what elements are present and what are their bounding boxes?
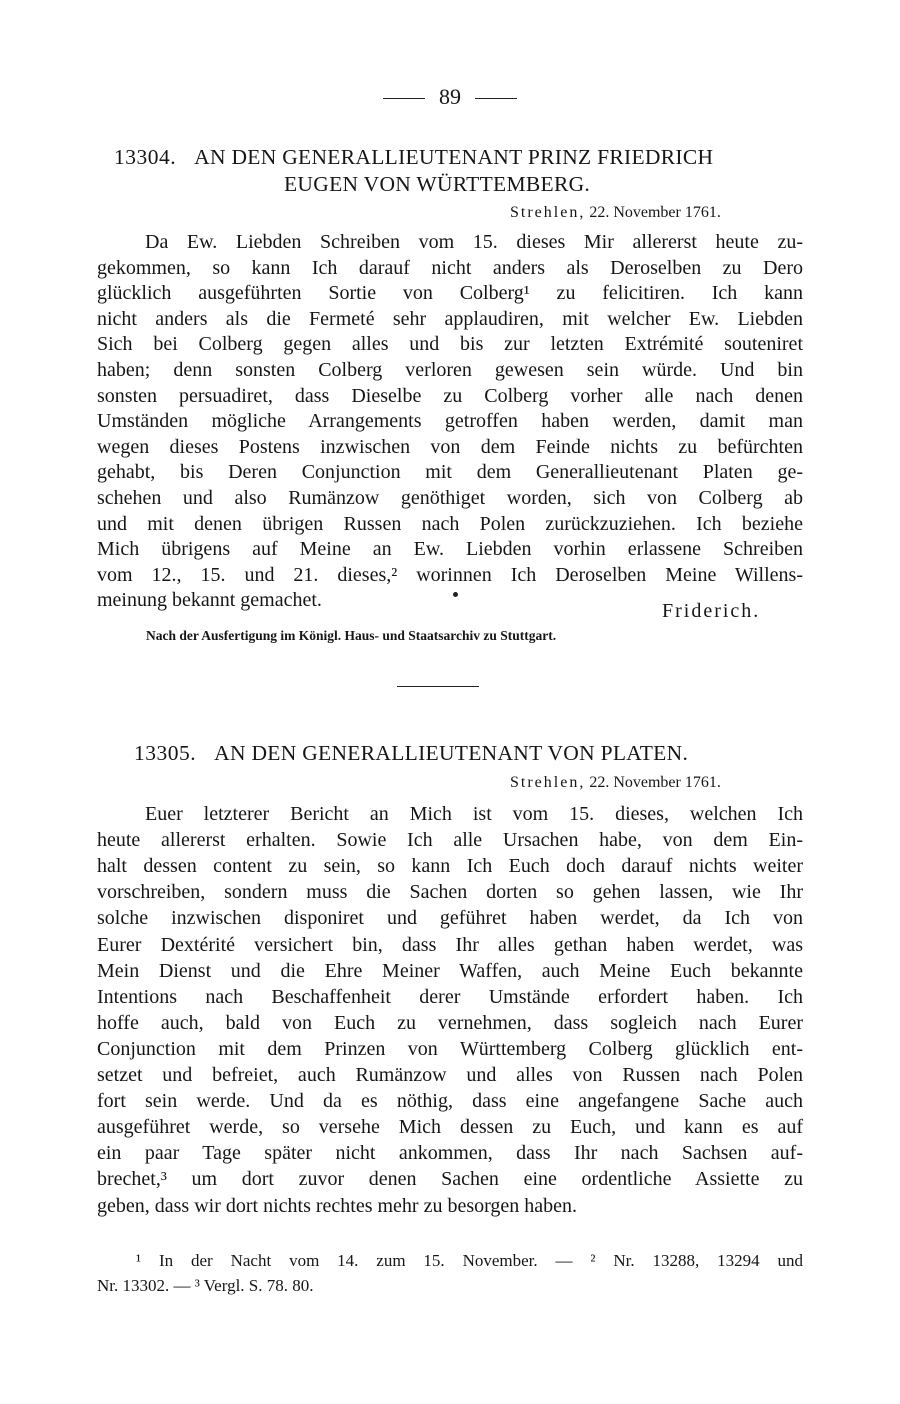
body-line: und mit denen übrigen Russen nach Polen zurückzuziehen. Ich beziehe	[97, 512, 803, 535]
letter-1-dateline	[510, 204, 721, 222]
letter-1-signature: Friderich.	[662, 600, 761, 622]
letter-2-number: 13305.	[134, 741, 197, 765]
header-rule-left	[383, 98, 425, 99]
body-line: halt dessen content zu sein, so kann Ich Euch doch darauf nichts weiter	[97, 855, 803, 878]
letter-1-place: Strehlen,	[510, 204, 586, 221]
letter-1-date: 22. November 1761.	[589, 204, 721, 221]
letter-1-title-line1: AN DEN GENERALLIEUTENANT PRINZ FRIEDRICH	[194, 145, 714, 169]
body-line: geben, dass wir dort nichts rechtes mehr zu besorgen haben.	[97, 1194, 578, 1217]
body-line: gekommen, so kann Ich darauf nicht anders als Deroselben zu Dero	[97, 256, 803, 279]
body-line: Umständen mögliche Arrangements getroffen haben werden, damit man	[97, 410, 803, 433]
page-number: 89	[439, 84, 461, 109]
body-line: Conjunction mit dem Prinzen von Württemberg Colberg glücklich ent-	[97, 1037, 803, 1060]
body-line: Euer letzterer Bericht an Mich ist vom 15. dieses, welchen Ich	[145, 803, 803, 825]
letter-2-place: Strehlen,	[510, 774, 586, 791]
page-header	[0, 84, 900, 110]
body-line: nicht anders als die Fermeté sehr applaudiren, mit welcher Ew. Liebden	[97, 307, 803, 330]
body-line: schehen und also Rumänzow genöthiget worden, sich von Colberg ab	[97, 487, 803, 509]
body-line: Mich übrigens auf Meine an Ew. Liebden vorhin erlassene Schreiben	[97, 538, 803, 561]
body-line: Da Ew. Liebden Schreiben vom 15. dieses Mir allererst heute zu-	[145, 231, 803, 253]
body-line: ausgeführet werde, so versehe Mich dessen zu Euch, und kann es auf	[97, 1116, 803, 1139]
body-line: fort sein werde. Und da es nöthig, dass eine angefangene Sache auch	[97, 1090, 803, 1113]
body-line: wegen dieses Postens inzwischen von dem Feinde nichts zu befürchten	[97, 435, 803, 458]
body-line: sonsten persuadiret, dass Dieselbe zu Colberg vorher alle nach denen	[97, 384, 803, 407]
header-rule-right	[475, 98, 517, 99]
letter-2-title-line1: AN DEN GENERALLIEUTENANT VON PLATEN.	[214, 741, 689, 765]
body-line: haben; denn sonsten Colberg verloren gewesen sein würde. Und bin	[97, 359, 803, 381]
body-line: Mein Dienst und die Ehre Meiner Waffen, auch Meine Euch bekannte	[97, 959, 803, 982]
body-line: brechet,³ um dort zuvor denen Sachen eine ordentliche Assiette zu	[97, 1168, 803, 1191]
body-line: ein paar Tage später nicht ankommen, dass Ihr nach Sachsen auf-	[97, 1142, 803, 1165]
letter-2-dateline	[510, 774, 721, 792]
body-line: solche inzwischen disponiret und geführet haben werdet, da Ich von	[97, 907, 803, 930]
letter-1-heading	[114, 145, 713, 170]
body-line: Eurer Dextérité versichert bin, dass Ihr alles gethan haben werdet, was	[97, 933, 803, 956]
body-line: glücklich ausgeführten Sortie von Colberg¹ zu felicitiren. Ich kann	[97, 282, 803, 305]
body-line: vorschreiben, sondern muss die Sachen dorten so gehen lassen, wie Ihr	[97, 881, 803, 904]
body-line: heute allererst erhalten. Sowie Ich alle Ursachen habe, von dem Ein-	[97, 829, 803, 852]
body-line: meinung bekannt gemachet.	[97, 589, 322, 612]
body-line: gehabt, bis Deren Conjunction mit dem Generallieutenant Platen ge-	[97, 461, 803, 484]
letter-2-date: 22. November 1761.	[589, 774, 721, 791]
body-line: setzet und befreiet, auch Rumänzow und alles von Russen nach Polen	[97, 1064, 803, 1086]
footnote-line-2: Nr. 13302. — ³ Vergl. S. 78. 80.	[97, 1276, 314, 1295]
body-line: hoffe auch, bald von Euch zu vernehmen, dass sogleich nach Eurer	[97, 1011, 803, 1034]
body-line: vom 12., 15. und 21. dieses,² worinnen Ich Deroselben Meine Willens-	[97, 563, 803, 586]
body-line: Sich bei Colberg gegen alles und bis zur letzten Extrémité souteniret	[97, 333, 803, 356]
section-divider	[397, 686, 479, 687]
body-line: Intentions nach Beschaffenheit derer Umstände erfordert haben. Ich	[97, 985, 803, 1008]
ink-dot	[453, 592, 458, 597]
letter-2-heading	[134, 741, 688, 766]
letter-1-source-note: Nach der Ausfertigung im Königl. Haus- und Staatsarchiv zu Stuttgart.	[146, 628, 557, 643]
footnote-line-1: ¹ In der Nacht vom 14. zum 15. November. — ² Nr. 13288, 13294 und	[136, 1251, 803, 1270]
letter-1-title-line2: EUGEN VON WÜRTTEMBERG.	[284, 172, 591, 196]
letter-1-number: 13304.	[114, 145, 177, 169]
